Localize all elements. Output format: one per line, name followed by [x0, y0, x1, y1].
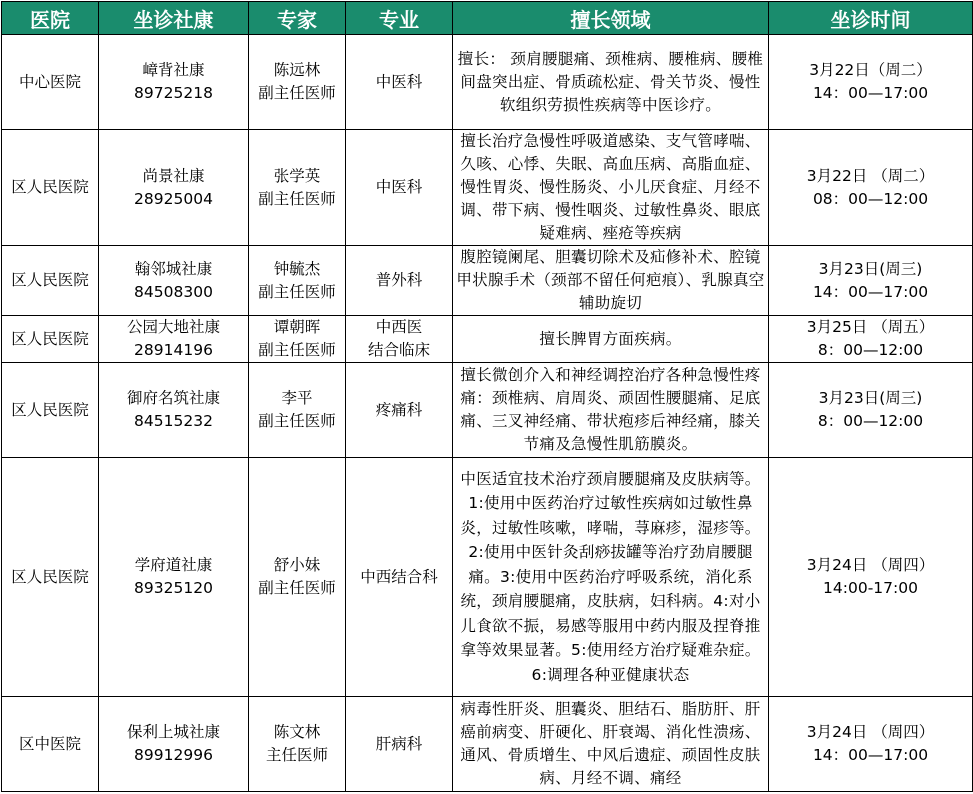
header-row	[2, 2, 973, 35]
community-name: 保利上城社康	[126, 723, 220, 741]
header-expertise: 擅长领域	[453, 2, 769, 35]
hospital-cell: 区人民医院	[2, 363, 99, 458]
table-row	[2, 130, 973, 246]
time-date: 3月24日 （周四）	[806, 723, 935, 741]
community-cell	[99, 246, 249, 316]
specialty-cell	[346, 316, 453, 363]
table-row	[2, 363, 973, 458]
expert-name: 张学英	[273, 166, 321, 185]
community-name: 嶂背社康	[142, 61, 205, 79]
community-name: 尚景社康	[142, 166, 205, 185]
expert-name: 陈远林	[273, 61, 321, 79]
expert-cell	[249, 458, 346, 697]
community-phone: 28914196	[134, 341, 213, 359]
community-cell	[99, 458, 249, 697]
time-date: 3月22日（周二）	[809, 61, 932, 79]
time-hours: 8：00—12:00	[817, 412, 924, 430]
specialty-name: 疼痛科	[375, 400, 423, 419]
time-hours: 14：00—17:00	[812, 746, 929, 764]
time-cell	[769, 130, 973, 246]
time-cell	[769, 363, 973, 458]
hospital-cell: 区人民医院	[2, 458, 99, 697]
expertise-text: 擅长： 颈肩腰腿痛、颈椎病、腰椎病、腰椎间盘突出症、骨质疏松症、骨关节炎、慢性软组织劳损性疾病等中医诊疗。	[457, 49, 764, 114]
expert-name: 李平	[281, 389, 313, 407]
expert-cell	[249, 35, 346, 130]
community-phone: 84515232	[134, 412, 213, 430]
expertise-cell	[453, 35, 769, 130]
specialty-name: 中西医	[375, 318, 423, 336]
time-hours: 08：00—12:00	[812, 189, 929, 208]
expert-title: 副主任医师	[258, 282, 336, 301]
specialty-name: 普外科	[375, 271, 423, 289]
expert-cell	[249, 363, 346, 458]
expertise-cell	[453, 363, 769, 458]
hospital-cell: 中心医院	[2, 35, 99, 130]
specialty-cell	[346, 697, 453, 792]
community-cell	[99, 363, 249, 458]
expert-title: 副主任医师	[258, 189, 336, 208]
specialty-cell	[346, 130, 453, 246]
community-phone: 89725218	[134, 84, 213, 102]
hospital-cell: 区人民医院	[2, 246, 99, 316]
time-hours: 14:00-17:00	[823, 579, 918, 597]
community-phone: 84508300	[134, 282, 213, 301]
expert-title: 主任医师	[265, 746, 328, 764]
time-hours: 14：00—17:00	[812, 84, 929, 102]
community-name: 公园大地社康	[126, 318, 220, 336]
table-row	[2, 35, 973, 130]
expert-title: 副主任医师	[258, 579, 336, 597]
community-cell	[99, 316, 249, 363]
specialty-cell	[346, 246, 453, 316]
header-hospital: 医院	[2, 2, 99, 35]
specialty-cell	[346, 35, 453, 130]
time-date: 3月23日(周三)	[818, 259, 923, 278]
expert-name: 舒小妹	[273, 556, 321, 574]
header-time: 坐诊时间	[769, 2, 973, 35]
table-row	[2, 458, 973, 697]
expert-cell	[249, 246, 346, 316]
header-specialty: 专业	[346, 2, 453, 35]
time-cell	[769, 316, 973, 363]
community-cell	[99, 697, 249, 792]
specialty-name: 中医科	[375, 72, 423, 91]
community-phone: 28925004	[134, 189, 213, 208]
clinic-schedule-table	[1, 1, 973, 792]
community-cell	[99, 35, 249, 130]
expert-title: 副主任医师	[258, 341, 336, 359]
expertise-cell	[453, 130, 769, 246]
community-name: 御府名筑社康	[126, 389, 220, 407]
expertise-cell	[453, 458, 769, 697]
specialty-cell	[346, 363, 453, 458]
time-hours: 14：00—17:00	[812, 282, 929, 301]
time-date: 3月22日 （周二）	[806, 166, 935, 185]
time-cell	[769, 35, 973, 130]
expert-cell	[249, 130, 346, 246]
time-cell	[769, 458, 973, 697]
expertise-text: 擅长微创介入和神经调控治疗各种急慢性疼痛：颈椎病、肩周炎、顽固性腰腿痛、足底痛、三叉神经痛、带状疱疹后神经痛，膝关节痛及急慢性肌筋膜炎。	[460, 366, 761, 453]
time-date: 3月23日(周三)	[818, 389, 923, 407]
time-date: 3月25日 （周五）	[806, 318, 935, 336]
specialty-name-line2: 结合临床	[367, 341, 430, 359]
expert-name: 陈文林	[273, 723, 321, 741]
specialty-cell	[346, 458, 453, 697]
expertise-cell	[453, 316, 769, 363]
expertise-text: 中医适宜技术治疗颈肩腰腿痛及皮肤病等。1:使用中医药治疗过敏性疾病如过敏性鼻炎，过敏性咳嗽，哮喘，荨麻疹，湿疹等。2:使用中医针灸刮痧拔罐等治疗劲肩腰腿痛。3:使用中医药治疗呼吸系统，消化系统，颈肩腰腿痛，皮肤病，妇科病。4:对小儿食欲不振，易感等服用中药内服及捏脊推拿等效果显著。5:使用经方治疗疑难杂症。6:调理各种亚健康状态	[460, 469, 761, 684]
expertise-cell	[453, 246, 769, 316]
expert-name: 谭朝晖	[273, 318, 321, 336]
community-phone: 89912996	[134, 746, 213, 764]
expert-cell	[249, 697, 346, 792]
table-row	[2, 316, 973, 363]
time-cell	[769, 246, 973, 316]
expert-title: 副主任医师	[258, 412, 336, 430]
hospital-cell: 区中医院	[2, 697, 99, 792]
expert-name: 钟毓杰	[273, 259, 321, 278]
time-date: 3月24日 （周四）	[806, 556, 935, 574]
expertise-text: 腹腔镜阑尾、胆囊切除术及疝修补术、腔镜甲状腺手术（颈部不留任何疤痕）、乳腺真空辅助旋切	[456, 248, 765, 312]
specialty-name: 中西结合科	[360, 567, 438, 586]
expertise-text: 病毒性肝炎、胆囊炎、胆结石、脂肪肝、肝癌前病变、肝硬化、肝衰竭、消化性溃疡、通风、骨质增生、中风后遗症、顽固性皮肤病、月经不调、痛经	[460, 700, 761, 787]
header-expert: 专家	[249, 2, 346, 35]
expertise-text: 擅长脾胃方面疾病。	[539, 329, 682, 348]
table-row	[2, 246, 973, 316]
header-community: 坐诊社康	[99, 2, 249, 35]
table-row	[2, 697, 973, 792]
community-cell	[99, 130, 249, 246]
hospital-cell: 区人民医院	[2, 316, 99, 363]
expert-cell	[249, 316, 346, 363]
specialty-name: 中医科	[375, 178, 423, 196]
community-name: 翰邻城社康	[134, 259, 213, 278]
hospital-cell: 区人民医院	[2, 130, 99, 246]
community-name: 学府道社康	[134, 556, 213, 574]
expertise-cell	[453, 697, 769, 792]
expertise-text: 擅长治疗急慢性呼吸道感染、支气管哮喘、久咳、心悸、失眠、高血压病、高脂血症、慢性胃炎、慢性肠炎、小儿厌食症、月经不调、带下病、慢性咽炎、过敏性鼻炎、眼底疑难病、痤疮等疾病	[460, 132, 761, 242]
time-hours: 8：00—12:00	[817, 341, 924, 359]
community-phone: 89325120	[134, 579, 213, 597]
expert-title: 副主任医师	[258, 84, 336, 102]
specialty-name: 肝病科	[375, 734, 423, 753]
time-cell	[769, 697, 973, 792]
